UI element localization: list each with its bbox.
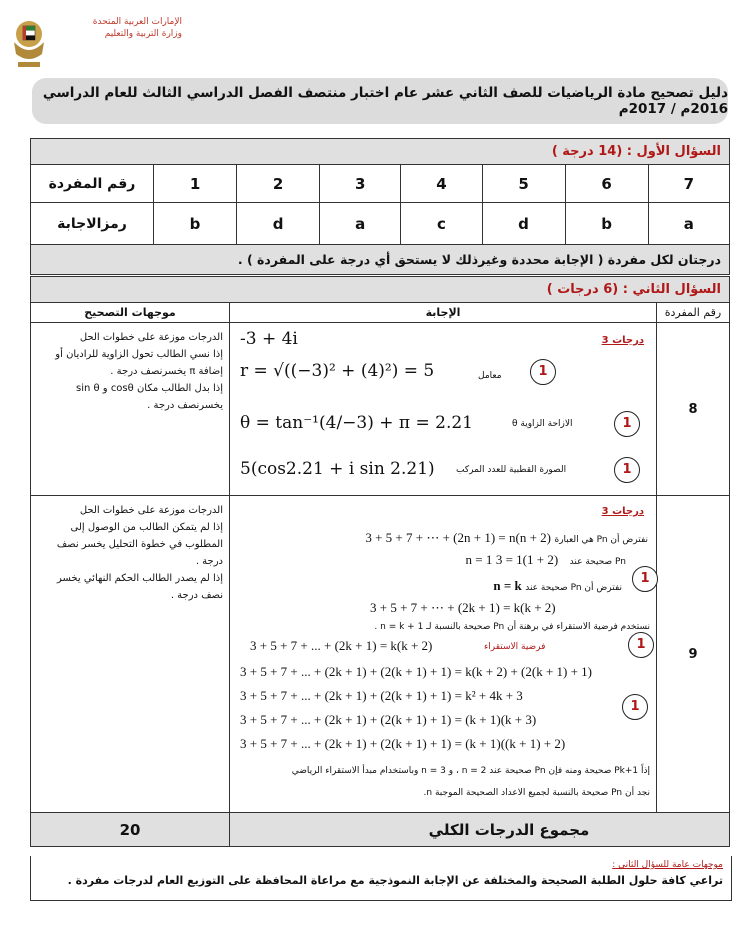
induction-text: Pn صحيحة عند [569, 557, 626, 567]
question-1-table [30, 138, 730, 275]
mark-circle: 1 [622, 694, 648, 720]
guide-line: إضافة π يخسرنصف درجة . [110, 366, 223, 377]
guide-line: إذا لم يصدر الطالب الحكم النهائي يخسر [56, 573, 223, 584]
ministry-line-2: وزارة التربية والتعليم [104, 29, 182, 39]
induction-equation: 3 + 5 + 7 + ... + (2k + 1) + (2(k + 1) + 1) = k² + 4k + 3 [240, 688, 523, 703]
induction-line-2 [466, 552, 627, 568]
total-value: 20 [31, 813, 230, 847]
hypothesis-label: فرضية الاستقراء [484, 642, 546, 652]
guide-column-header: موجهات التصحيح [31, 303, 230, 323]
induction-formula: 3 = 1(1 + 2) [495, 552, 559, 567]
answer-1: b [154, 203, 237, 245]
answer-7: a [648, 203, 729, 245]
answer-2: d [237, 203, 320, 245]
induction-formula: 3 + 5 + 7 + ⋯ + (2n + 1) = n(n + 2) [365, 530, 551, 545]
answer-4: c [401, 203, 482, 245]
mark-circle: 1 [614, 457, 640, 483]
guide-line: يخسرنصف درجة . [147, 400, 223, 411]
question-1-heading: السؤال الأول : (14 درجة ) [31, 139, 730, 165]
induction-formula: n = 1 [465, 552, 493, 567]
question-2-table [30, 276, 730, 847]
polar-form-label: الصورة القطبية للعدد المركب [456, 465, 567, 475]
guide-line: درجة . [195, 556, 223, 567]
item-9-answer [230, 496, 657, 813]
induction-hypothesis: 3 + 5 + 7 + ⋯ + (2k + 1) = k(k + 2) [370, 600, 556, 615]
item-number-5: 5 [482, 165, 565, 203]
modulus-label: معامل [478, 371, 502, 381]
page-title: دليل تصحيح مادة الرياضيات للصف الثاني عشر عام اختبار منتصف الفصل الدراسي الثالث للعام الدراسي 2016م / 2017م [32, 78, 728, 124]
question-2-heading: السؤال الثاني : (6 درجات ) [31, 277, 730, 303]
item-9-number: 9 [657, 496, 730, 813]
answer-6: b [565, 203, 648, 245]
item-number-4: 4 [401, 165, 482, 203]
induction-step-text: نستخدم فرضية الاستقراء في برهنة أن Pn صحيحة بالنسبة لـ n = k + 1 . [374, 622, 650, 632]
induction-formula: n = k [493, 578, 522, 593]
eq-polar-form: 5(cos2.21 + i sin 2.21) [240, 459, 435, 479]
mark-circle: 1 [632, 566, 658, 592]
item-8-number: 8 [657, 323, 730, 496]
item-number-1: 1 [154, 165, 237, 203]
angle-label: الازاحة الزاوية θ [512, 419, 573, 429]
induction-equation: 3 + 5 + 7 + ... + (2k + 1) = k(k + 2) [250, 638, 433, 653]
answer-3: a [320, 203, 401, 245]
item-column-header: رقم المفردة [657, 303, 730, 323]
answer-code-label: رمزالاجابة [31, 203, 154, 245]
guide-line: إذا نسي الطالب تحول الزاوية للراديان أو [55, 349, 223, 360]
guide-line: إذا لم يتمكن الطالب من الوصول إلى [70, 522, 223, 533]
item-9-guide [31, 496, 230, 813]
guide-line: الدرجات موزعة على خطوات الحل [79, 505, 223, 516]
total-label: مجموع الدرجات الكلي [230, 813, 730, 847]
induction-line-3 [493, 578, 622, 594]
eq-modulus: r = √((−3)² + (4)²) = 5 [240, 361, 435, 381]
induction-conclusion: إذاً Pk+1 صحيحة ومنه فإن Pn صحيحة عند n = 2 ، و n = 3 وباستخدام مبدأ الاستقراء الرياضي [291, 766, 650, 776]
guide-line: إذا بدل الطالب مكان cosθ و sin θ [76, 383, 223, 394]
induction-text: نفترض أن Pn هي العبارة [554, 535, 648, 545]
item-8-points: 3 درجات [601, 335, 644, 346]
item-number-3: 3 [320, 165, 401, 203]
answer-column-header: الإجابة [230, 303, 657, 323]
mark-circle: 1 [530, 359, 556, 385]
footer-heading: موجهات عامة للسؤال الثاني : [612, 860, 723, 870]
guide-line: الدرجات موزعة على خطوات الحل [79, 332, 223, 343]
answer-5: d [482, 203, 565, 245]
induction-equation: 3 + 5 + 7 + ... + (2k + 1) + (2(k + 1) + 1) = (k + 1)(k + 3) [240, 712, 537, 727]
ministry-line-1: الإمارات العربية المتحدة [92, 17, 182, 27]
item-number-6: 6 [565, 165, 648, 203]
guide-line: المطلوب في خطوة التحليل يخسر نصف [56, 539, 223, 550]
item-8-answer [230, 323, 657, 496]
eq-argument: θ = tan⁻¹(4/−3) + π = 2.21 [240, 413, 473, 433]
induction-equation: 3 + 5 + 7 + ... + (2k + 1) + (2(k + 1) + 1) = k(k + 2) + (2(k + 1) + 1) [240, 664, 593, 679]
guide-line: نصف درجة . [170, 590, 223, 601]
mark-circle: 1 [614, 411, 640, 437]
mark-circle: 1 [628, 632, 654, 658]
induction-conclusion: نجد أن Pn صحيحة بالنسبة لجميع الاعداد الصحيحة الموجبة n. [423, 788, 650, 798]
item-9-points: 3 درجات [601, 506, 644, 517]
item-number-2: 2 [237, 165, 320, 203]
question-1-note: درجتان لكل مفردة ( الإجابة محددة وغيرذلك لا يستحق أي درجة على المفردة ) . [31, 245, 730, 275]
eq-complex-number: -3 + 4i [240, 329, 298, 349]
item-number-7: 7 [648, 165, 729, 203]
item-8-guide [31, 323, 230, 496]
induction-text: نفترض أن Pn صحيحة عند [525, 583, 622, 593]
induction-line-1 [365, 530, 648, 546]
uae-emblem-icon [8, 12, 50, 72]
induction-equation: 3 + 5 + 7 + ... + (2k + 1) + (2(k + 1) + 1) = (k + 1)((k + 1) + 2) [240, 736, 566, 751]
item-number-label: رقم المفردة [31, 165, 154, 203]
ministry-name [52, 16, 182, 40]
footer-guidelines [30, 856, 732, 901]
footer-text: تراعي كافة حلول الطلبة الصحيحة والمختلفة عن الإجابة النموذجية مع مراعاة المحافظة على التوزيع العام لدرجات مفردة . [67, 874, 723, 887]
